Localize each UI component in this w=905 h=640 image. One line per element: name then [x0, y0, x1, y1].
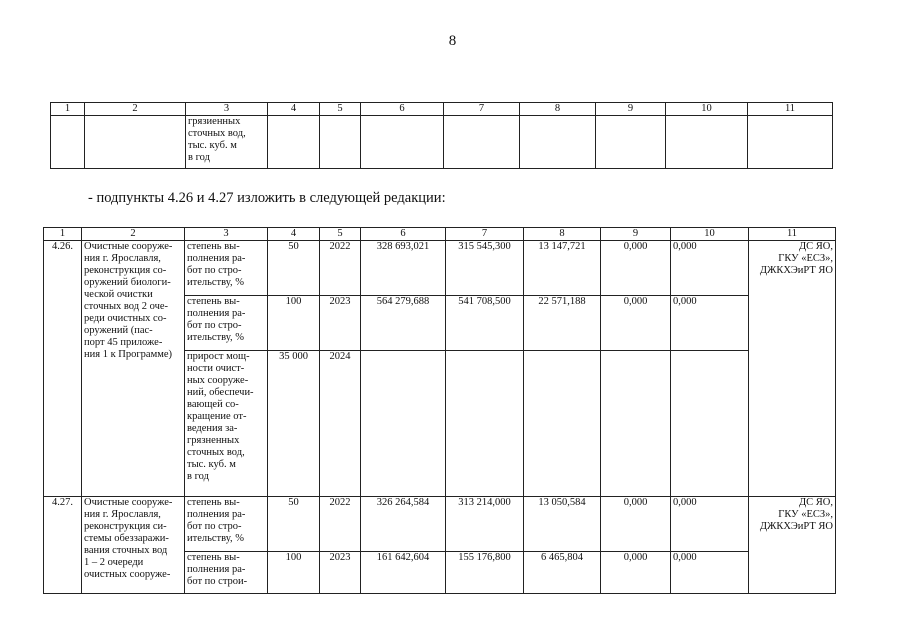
indicator-cell: грязиенных сточных вод, тыс. куб. м в год	[186, 116, 268, 169]
indicator-cell: степень вы- полнения ра- бот по строи-	[185, 552, 268, 594]
col-header: 8	[524, 228, 601, 241]
indicator-cell: степень вы- полнения ра- бот по стро- ительству, %	[185, 296, 268, 351]
col-header: 9	[596, 103, 666, 116]
amount-cell: 13 147,721	[524, 241, 601, 296]
col-header: 5	[320, 103, 361, 116]
amount-cell: 564 279,688	[361, 296, 446, 351]
col-header: 6	[361, 228, 446, 241]
col-header: 1	[44, 228, 82, 241]
col-header: 8	[520, 103, 596, 116]
col-header: 1	[51, 103, 85, 116]
year-cell: 2022	[320, 497, 361, 552]
col-header: 3	[185, 228, 268, 241]
indicator-cell: прирост мощ- ности очист- ных сооруже- ний, обеспечи- вающей со- кращение от- ведения за- грязненных сточных вод, тыс. куб. м в год	[185, 351, 268, 497]
year-cell: 2023	[320, 296, 361, 351]
col-header: 10	[666, 103, 748, 116]
amount-cell: 0,000	[601, 296, 671, 351]
main-table	[43, 227, 836, 594]
item-name: Очистные сооруже- ния г. Ярославля, реконструкция со- оружений биологи- ческой очистки сточных вод 2 оче- реди очистных со- оружений (пас- порт 45 приложе- ния 1 к Программе)	[82, 241, 185, 497]
col-header: 4	[268, 103, 320, 116]
amount-cell: 22 571,188	[524, 296, 601, 351]
amount-cell: 161 642,604	[361, 552, 446, 594]
amount-cell: 155 176,800	[446, 552, 524, 594]
table-row	[44, 497, 836, 552]
year-cell: 2024	[320, 351, 361, 497]
header-row	[51, 103, 833, 116]
col-header: 6	[361, 103, 444, 116]
item-number: 4.26.	[44, 241, 82, 497]
amount-cell: 0,000	[671, 552, 749, 594]
indicator-value: 50	[268, 241, 320, 296]
page-number: 8	[448, 33, 457, 49]
col-header: 7	[446, 228, 524, 241]
year-cell: 2023	[320, 552, 361, 594]
table-row	[44, 241, 836, 296]
col-header: 7	[444, 103, 520, 116]
amount-cell: 313 214,000	[446, 497, 524, 552]
col-header: 11	[748, 103, 833, 116]
amount-cell: 13 050,584	[524, 497, 601, 552]
amount-cell: 0,000	[601, 497, 671, 552]
indicator-value: 100	[268, 296, 320, 351]
header-row	[44, 228, 836, 241]
item-number: 4.27.	[44, 497, 82, 594]
col-header: 2	[82, 228, 185, 241]
col-header: 5	[320, 228, 361, 241]
col-header: 4	[268, 228, 320, 241]
amount-cell	[361, 351, 446, 497]
amount-cell: 0,000	[601, 241, 671, 296]
amount-cell	[524, 351, 601, 497]
amount-cell	[446, 351, 524, 497]
intro-text: - подпункты 4.26 и 4.27 изложить в следующей редакции:	[88, 190, 446, 206]
col-header: 11	[749, 228, 836, 241]
item-name: Очистные сооруже- ния г. Ярославля, реконструкция си- стемы обеззаражи- вания сточных вод 1 – 2 очереди очистных сооруже-	[82, 497, 185, 594]
amount-cell: 0,000	[671, 497, 749, 552]
amount-cell: 326 264,584	[361, 497, 446, 552]
indicator-value: 50	[268, 497, 320, 552]
col-header: 3	[186, 103, 268, 116]
year-cell: 2022	[320, 241, 361, 296]
col-header: 2	[85, 103, 186, 116]
col-header: 9	[601, 228, 671, 241]
amount-cell: 6 465,804	[524, 552, 601, 594]
table-row	[51, 116, 833, 169]
amount-cell	[601, 351, 671, 497]
executor-cell: ДС ЯО, ГКУ «ЕСЗ», ДЖКХЭиРТ ЯО	[749, 497, 836, 594]
amount-cell: 0,000	[671, 296, 749, 351]
continuation-table	[50, 102, 833, 169]
col-header: 10	[671, 228, 749, 241]
indicator-value: 100	[268, 552, 320, 594]
amount-cell: 541 708,500	[446, 296, 524, 351]
amount-cell: 0,000	[601, 552, 671, 594]
amount-cell: 315 545,300	[446, 241, 524, 296]
amount-cell: 0,000	[671, 241, 749, 296]
executor-cell: ДС ЯО, ГКУ «ЕСЗ», ДЖКХЭиРТ ЯО	[749, 241, 836, 497]
indicator-value: 35 000	[268, 351, 320, 497]
amount-cell: 328 693,021	[361, 241, 446, 296]
indicator-cell: степень вы- полнения ра- бот по стро- ительству, %	[185, 497, 268, 552]
amount-cell	[671, 351, 749, 497]
indicator-cell: степень вы- полнения ра- бот по стро- ительству, %	[185, 241, 268, 296]
